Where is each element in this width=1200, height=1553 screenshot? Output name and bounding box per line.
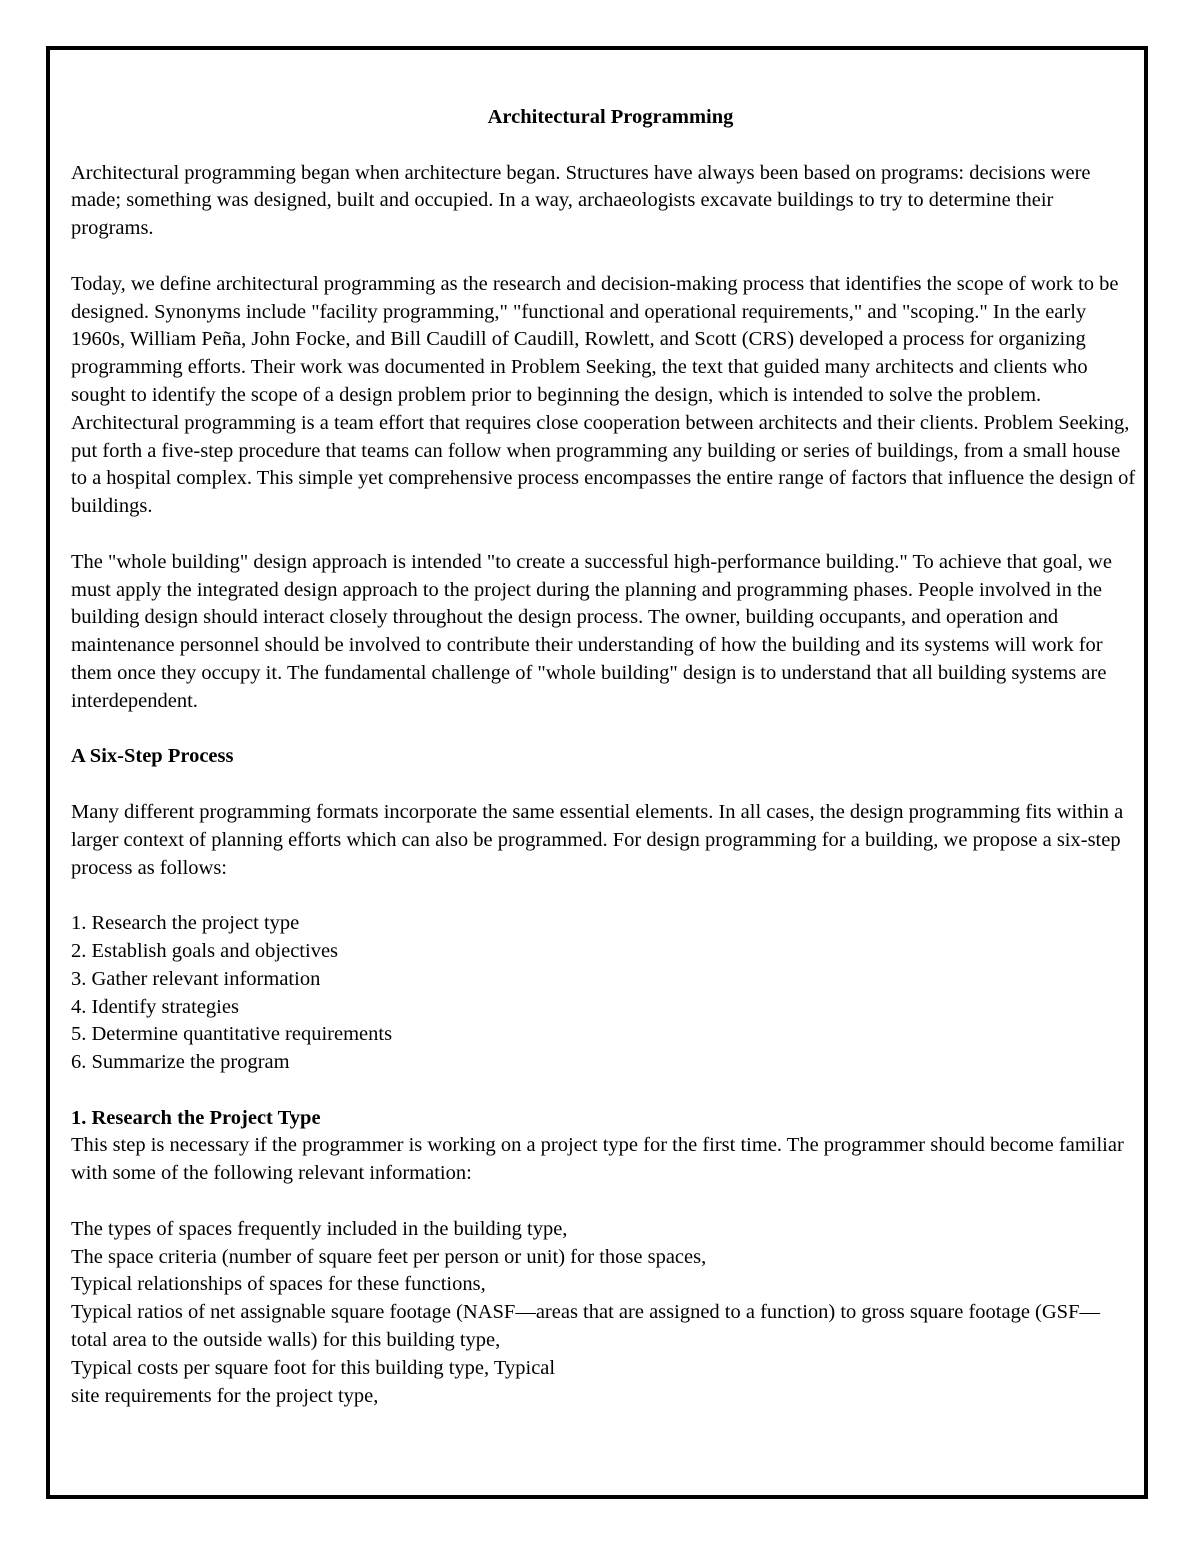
list-item: 1. Research the project type [71,912,300,935]
list-item: 2. Establish goals and objectives [71,939,339,962]
section-intro: Many different programming formats incorporate the same essential elements. In all cases, the design programming fits within a larger context of planning efforts which can also be programmed. For design programming for a building, we propose a six-step process as follows: [71,800,1124,879]
list-item: 3. Gather relevant information [71,967,321,990]
document-body [71,104,1136,1410]
list-item: Typical ratios of net assignable square footage (NASF—areas that are assigned to a function) to gross square footage (GSF—total area to the outside walls) for this building type, [71,1301,1100,1352]
list-item: 5. Determine quantitative requirements [71,1023,393,1046]
list-item: The types of spaces frequently included in the building type, [71,1217,568,1240]
steps-list [71,910,1136,1077]
list-item: site requirements for the project type, [71,1384,379,1407]
list-item: The space criteria (number of square feet per person or unit) for those spaces, [71,1245,707,1268]
step1-items [71,1216,1136,1411]
step1-intro: This step is necessary if the programmer is working on a project type for the first time. The programmer should become familiar with some of the following relevant information: [71,1134,1124,1185]
list-item: 4. Identify strategies [71,995,239,1018]
paragraph-definition: Today, we define architectural programming as the research and decision-making process that identifies the scope of work to be designed. Synonyms include "facility programming," "functional and operational requirements," and "scoping." In the early 1960s, William Peña, John Focke, and Bill Caudill of Caudill, Rowlett, and Scott (CRS) developed a process for organizing programming efforts. Their work was documented in Problem Seeking, the text that guided many architects and clients who sought to identify the scope of a design problem prior to beginning the design, which is intended to solve the problem. Architectural programming is a team effort that requires close cooperation between architects and their clients. Problem Seeking, put forth a five-step procedure that teams can follow when programming any building or series of buildings, from a small house to a hospital complex. This simple yet comprehensive process encompasses the entire range of factors that influence the design of buildings. [71,272,1136,518]
section-heading: A Six-Step Process [71,745,234,768]
step1-heading: 1. Research the Project Type [71,1106,321,1129]
paragraph-whole-building: The "whole building" design approach is intended "to create a successful high-performance building." To achieve that goal, we must apply the integrated design approach to the project during the planning and programming phases. People involved in the building design should interact closely throughout the design process. The owner, building occupants, and operation and maintenance personnel should be involved to contribute their understanding of how the building and its systems will work for them once they occupy it. The fundamental challenge of "whole building" design is to understand that all building systems are interdependent. [71,550,1112,712]
document-title: Architectural Programming [487,106,734,128]
list-item: Typical relationships of spaces for these functions, [71,1273,486,1296]
list-item: Typical costs per square foot for this building type, Typical [71,1356,556,1379]
paragraph-intro: Architectural programming began when architecture began. Structures have always been based on programs: decisions were made; something was designed, built and occupied. In a way, archaeologists excavate buildings to try to determine their programs. [71,161,1091,240]
list-item: 6. Summarize the program [71,1051,290,1074]
